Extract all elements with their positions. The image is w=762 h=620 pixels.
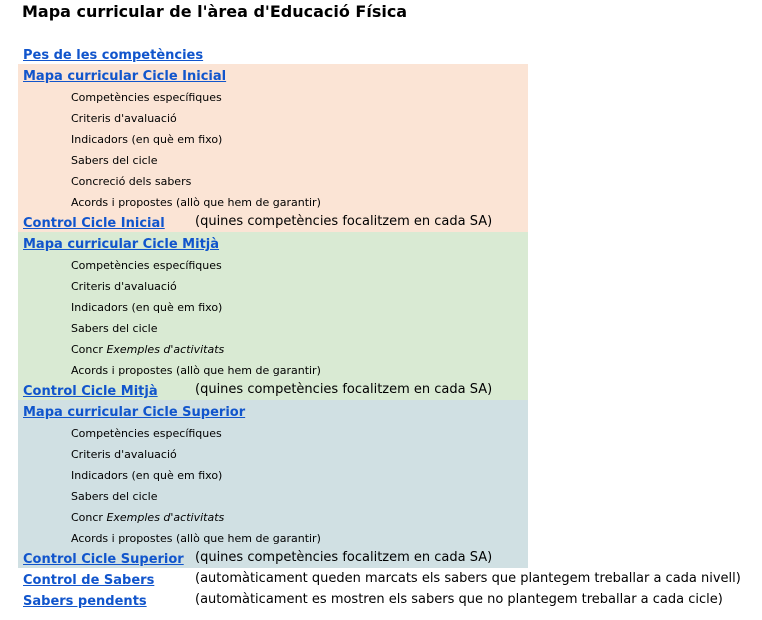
list-item — [18, 463, 528, 484]
item-concrecio-text: Concr — [71, 511, 103, 524]
item-competencies[interactable]: Competències específiques — [71, 91, 222, 104]
item-sabers[interactable]: Sabers del cicle — [71, 322, 158, 335]
list-item — [18, 316, 528, 337]
item-sabers[interactable]: Sabers del cicle — [71, 490, 158, 503]
item-criteris[interactable]: Criteris d'avaluació — [71, 112, 177, 125]
control-inicial-row — [18, 211, 528, 232]
item-acords[interactable]: Acords i propostes (allò que hem de garantir) — [71, 364, 321, 377]
item-concrecio-text: Concr — [71, 343, 103, 356]
control-sabers-row — [18, 568, 741, 589]
list-item — [18, 148, 528, 169]
tooltip: Exemples d'activitats — [106, 511, 225, 524]
control-note: (quines competències focalitzem en cada SA) — [195, 550, 493, 565]
item-competencies[interactable]: Competències específiques — [71, 427, 222, 440]
item-concrecio[interactable] — [71, 511, 224, 524]
item-indicadors[interactable]: Indicadors (en què em fixo) — [71, 133, 223, 146]
control-cicle-superior-link[interactable]: Control Cicle Superior — [23, 552, 184, 567]
item-acords[interactable]: Acords i propostes (allò que hem de garantir) — [71, 196, 321, 209]
sabers-pendents-note: (automàticament es mostren els sabers que no plantegem treballar a cada cicle) — [195, 592, 723, 607]
list-item — [18, 169, 528, 190]
list-item — [18, 274, 528, 295]
control-cicle-mitja-link[interactable]: Control Cicle Mitjà — [23, 384, 158, 399]
list-item — [18, 526, 528, 547]
control-sabers-note: (automàticament queden marcats els sabers que plantegem treballar a cada nivell) — [195, 571, 741, 586]
item-sabers[interactable]: Sabers del cicle — [71, 154, 158, 167]
mapa-cicle-mitja-link[interactable]: Mapa curricular Cicle Mitjà — [23, 237, 220, 252]
control-note: (quines competències focalitzem en cada SA) — [195, 382, 493, 397]
cicle-mitja-header — [18, 232, 528, 253]
list-item — [18, 505, 528, 526]
list-item — [18, 442, 528, 463]
item-indicadors[interactable]: Indicadors (en què em fixo) — [71, 469, 223, 482]
list-item — [18, 295, 528, 316]
item-concrecio[interactable] — [71, 343, 224, 356]
page-title: Mapa curricular de l'àrea d'Educació Física — [22, 2, 408, 21]
item-concrecio[interactable]: Concreció dels sabers — [71, 175, 192, 188]
item-criteris[interactable]: Criteris d'avaluació — [71, 280, 177, 293]
list-item — [18, 358, 528, 379]
item-competencies[interactable]: Competències específiques — [71, 259, 222, 272]
sabers-pendents-link[interactable]: Sabers pendents — [23, 594, 147, 609]
tooltip: Exemples d'activitats — [106, 343, 225, 356]
control-sabers-link[interactable]: Control de Sabers — [23, 573, 155, 588]
list-item — [18, 337, 528, 358]
mapa-cicle-superior-link[interactable]: Mapa curricular Cicle Superior — [23, 405, 246, 420]
control-superior-row — [18, 547, 528, 568]
control-note: (quines competències focalitzem en cada SA) — [195, 214, 493, 229]
cicle-superior-header — [18, 400, 528, 421]
item-acords[interactable]: Acords i propostes (allò que hem de garantir) — [71, 532, 321, 545]
item-indicadors[interactable]: Indicadors (en què em fixo) — [71, 301, 223, 314]
list-item — [18, 253, 528, 274]
control-mitja-row — [18, 379, 528, 400]
list-item — [18, 421, 528, 442]
pes-row — [18, 43, 203, 64]
mapa-cicle-inicial-link[interactable]: Mapa curricular Cicle Inicial — [23, 69, 227, 84]
list-item — [18, 106, 528, 127]
list-item — [18, 190, 528, 211]
control-cicle-inicial-link[interactable]: Control Cicle Inicial — [23, 216, 165, 231]
item-criteris[interactable]: Criteris d'avaluació — [71, 448, 177, 461]
list-item — [18, 85, 528, 106]
list-item — [18, 127, 528, 148]
sabers-pendents-row — [18, 589, 723, 610]
cicle-inicial-header — [18, 64, 528, 85]
pes-competencies-link[interactable]: Pes de les competències — [23, 48, 204, 63]
list-item — [18, 484, 528, 505]
